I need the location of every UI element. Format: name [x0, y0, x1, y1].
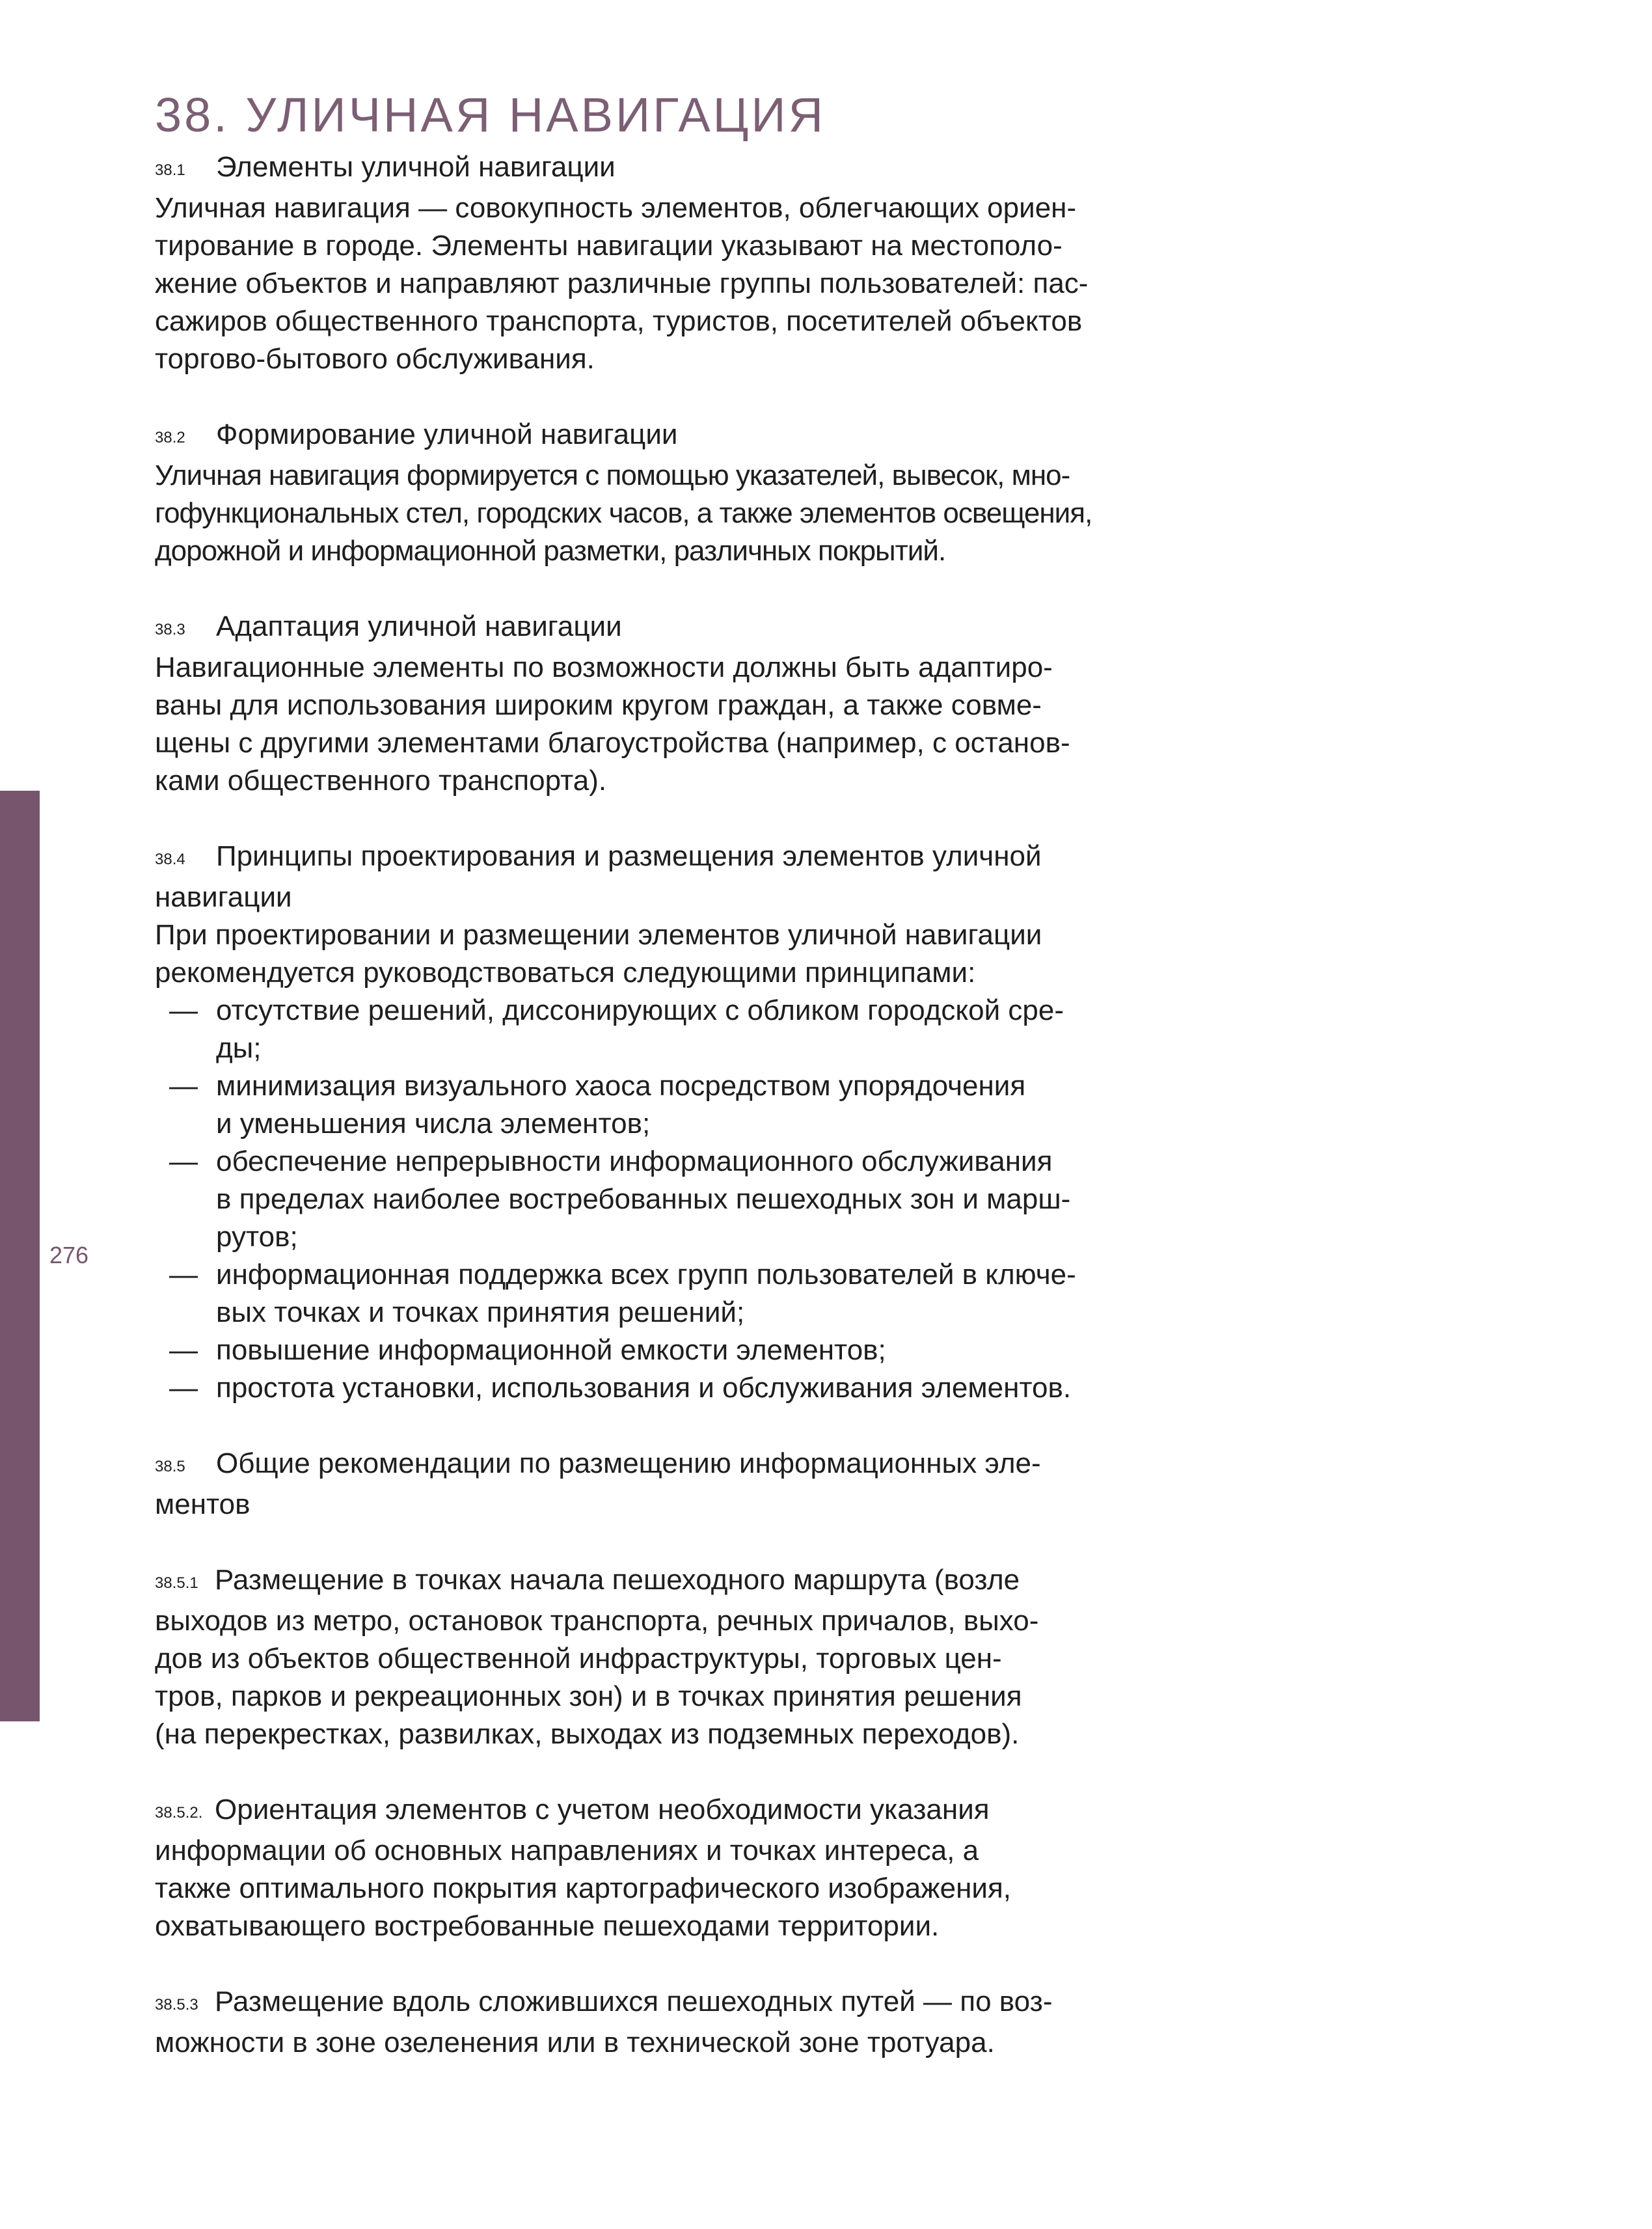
text-line: охватывающего востребованные пешеходами территории. [155, 1910, 940, 1942]
text-line: При проектировании и размещении элементов уличной навигации [155, 919, 1042, 951]
section-number: 38.3 [155, 621, 185, 638]
text-line: ками общественного транспорта). [155, 765, 607, 797]
text-line: Уличная навигация формируется с помощью указателей, вывесок, мно- [155, 459, 1070, 491]
dash-marker: — [169, 1259, 198, 1291]
dash-marker: — [169, 1145, 198, 1177]
text-line: (на перекрестках, развилках, выходах из подземных переходов). [155, 1718, 1020, 1750]
heading-line [155, 838, 1157, 879]
section-number: 38.1 [155, 161, 185, 179]
section-heading-38-5 [155, 1445, 1157, 1524]
section-title: Адаптация уличной навигации [216, 610, 622, 642]
section-heading-38-3 [155, 608, 1157, 649]
text-line: гофункциональных стел, городских часов, а также элементов освещения, [155, 497, 1092, 529]
section-heading-38-2 [155, 416, 1157, 457]
heading-line: навигации [155, 881, 292, 913]
heading-line: ментов [155, 1488, 251, 1520]
text-line: щены с другими элементами благоустройства (например, с останов- [155, 727, 1070, 759]
section-heading-38-4 [155, 838, 1157, 916]
text-line: Уличная навигация — совокупность элементов, облегчающих ориен- [155, 192, 1077, 224]
text-line: ваны для использования широким кругом граждан, а также совме- [155, 689, 1042, 721]
list-item: — повышение информационной емкости элементов; [155, 1332, 1157, 1369]
text-line: дов из объектов общественной инфраструктуры, торговых цен- [155, 1643, 1002, 1675]
text-line: сажиров общественного транспорта, туристов, посетителей объектов [155, 305, 1083, 337]
section-number: 38.5 [155, 1458, 185, 1475]
section-title: Элементы уличной навигации [216, 151, 616, 183]
subsection-38-5-1: 38.5.1 Размещение в точках начала пешеходного маршрута (возле выходов из метро, остановок транспорта, речных причалов, выхо- дов из объектов общественной инфраструктуры, торговых цен- тров, парков и рекреационных зон) и в точках принятия решения (на перекрестках, развилках, выходах из подземных переходов). [155, 1561, 1157, 1753]
section-number: 38.4 [155, 851, 185, 868]
text-line: информации об основных направлениях и точках интереса, а [155, 1835, 979, 1867]
text-line: Навигационные элементы по возможности должны быть адаптиро- [155, 651, 1053, 683]
list-item: — минимизация визуального хаоса посредством упорядочения и уменьшения числа элементов; [155, 1067, 1157, 1143]
subsection-38-5-2: 38.5.2. Ориентация элементов с учетом необходимости указания информации об основных направлениях и точках интереса, а также оптимального покрытия картографического изображения, охватывающего востребованные пешеходами территории. [155, 1791, 1157, 1945]
dash-marker: — [169, 1372, 198, 1404]
section-title: Общие рекомендации по размещению информационных эле- [216, 1447, 1041, 1479]
text-line: также оптимального покрытия картографического изображения, [155, 1872, 1012, 1904]
section-body-38-4 [155, 916, 1157, 992]
section-body-38-3 [155, 649, 1157, 800]
subsection-number: 38.5.1 [155, 1574, 198, 1592]
text-line: жение объектов и направляют различные группы пользователей: пас- [155, 267, 1089, 299]
section-body-38-2 [155, 457, 1157, 570]
page-number: 276 [49, 1242, 89, 1268]
list-item: — простота установки, использования и обслуживания элементов. [155, 1369, 1157, 1407]
chapter-title: 38. УЛИЧНАЯ НАВИГАЦИЯ [155, 88, 826, 142]
section-title: Принципы проектирования и размещения элементов уличной [216, 840, 1042, 872]
text-line: рекомендуется руководствоваться следующими принципами: [155, 957, 976, 989]
section-number: 38.2 [155, 429, 185, 446]
principles-list [155, 992, 1157, 1407]
page-content [155, 88, 1157, 2062]
text-line: торгово-бытового обслуживания. [155, 343, 595, 375]
text-line: можности в зоне озеленения или в технической зоне тротуара. [155, 2027, 995, 2058]
text-line: тирование в городе. Элементы навигации указывают на местополо- [155, 230, 1063, 262]
dash-marker: — [169, 1070, 198, 1102]
text-line: тров, парков и рекреационных зон) и в точках принятия решения [155, 1680, 1022, 1712]
section-title: Формирование уличной навигации [216, 418, 678, 450]
list-item: — обеспечение непрерывности информационного обслуживания в пределах наиболее востребованных пешеходных зон и марш- рутов; [155, 1143, 1157, 1256]
text-line: выходов из метро, остановок транспорта, речных причалов, выхо- [155, 1605, 1039, 1637]
subsection-38-5-3: 38.5.3 Размещение вдоль сложившихся пешеходных путей — по воз- можности в зоне озеленения или в технической зоне тротуара. [155, 1983, 1157, 2062]
subsection-number: 38.5.2. [155, 1804, 203, 1822]
side-color-bar [0, 791, 40, 1721]
list-item: — отсутствие решений, диссонирующих с обликом городской сре- ды; [155, 992, 1157, 1067]
section-heading-38-1 [155, 148, 1157, 189]
dash-marker: — [169, 994, 198, 1026]
list-item: — информационная поддержка всех групп пользователей в ключе- вых точках и точках принятия решений; [155, 1256, 1157, 1332]
section-body-38-1 [155, 189, 1157, 378]
subsection-number: 38.5.3 [155, 1996, 198, 2014]
heading-line [155, 1445, 1157, 1486]
text-line: дорожной и информационной разметки, различных покрытий. [155, 535, 946, 567]
dash-marker: — [169, 1334, 198, 1366]
